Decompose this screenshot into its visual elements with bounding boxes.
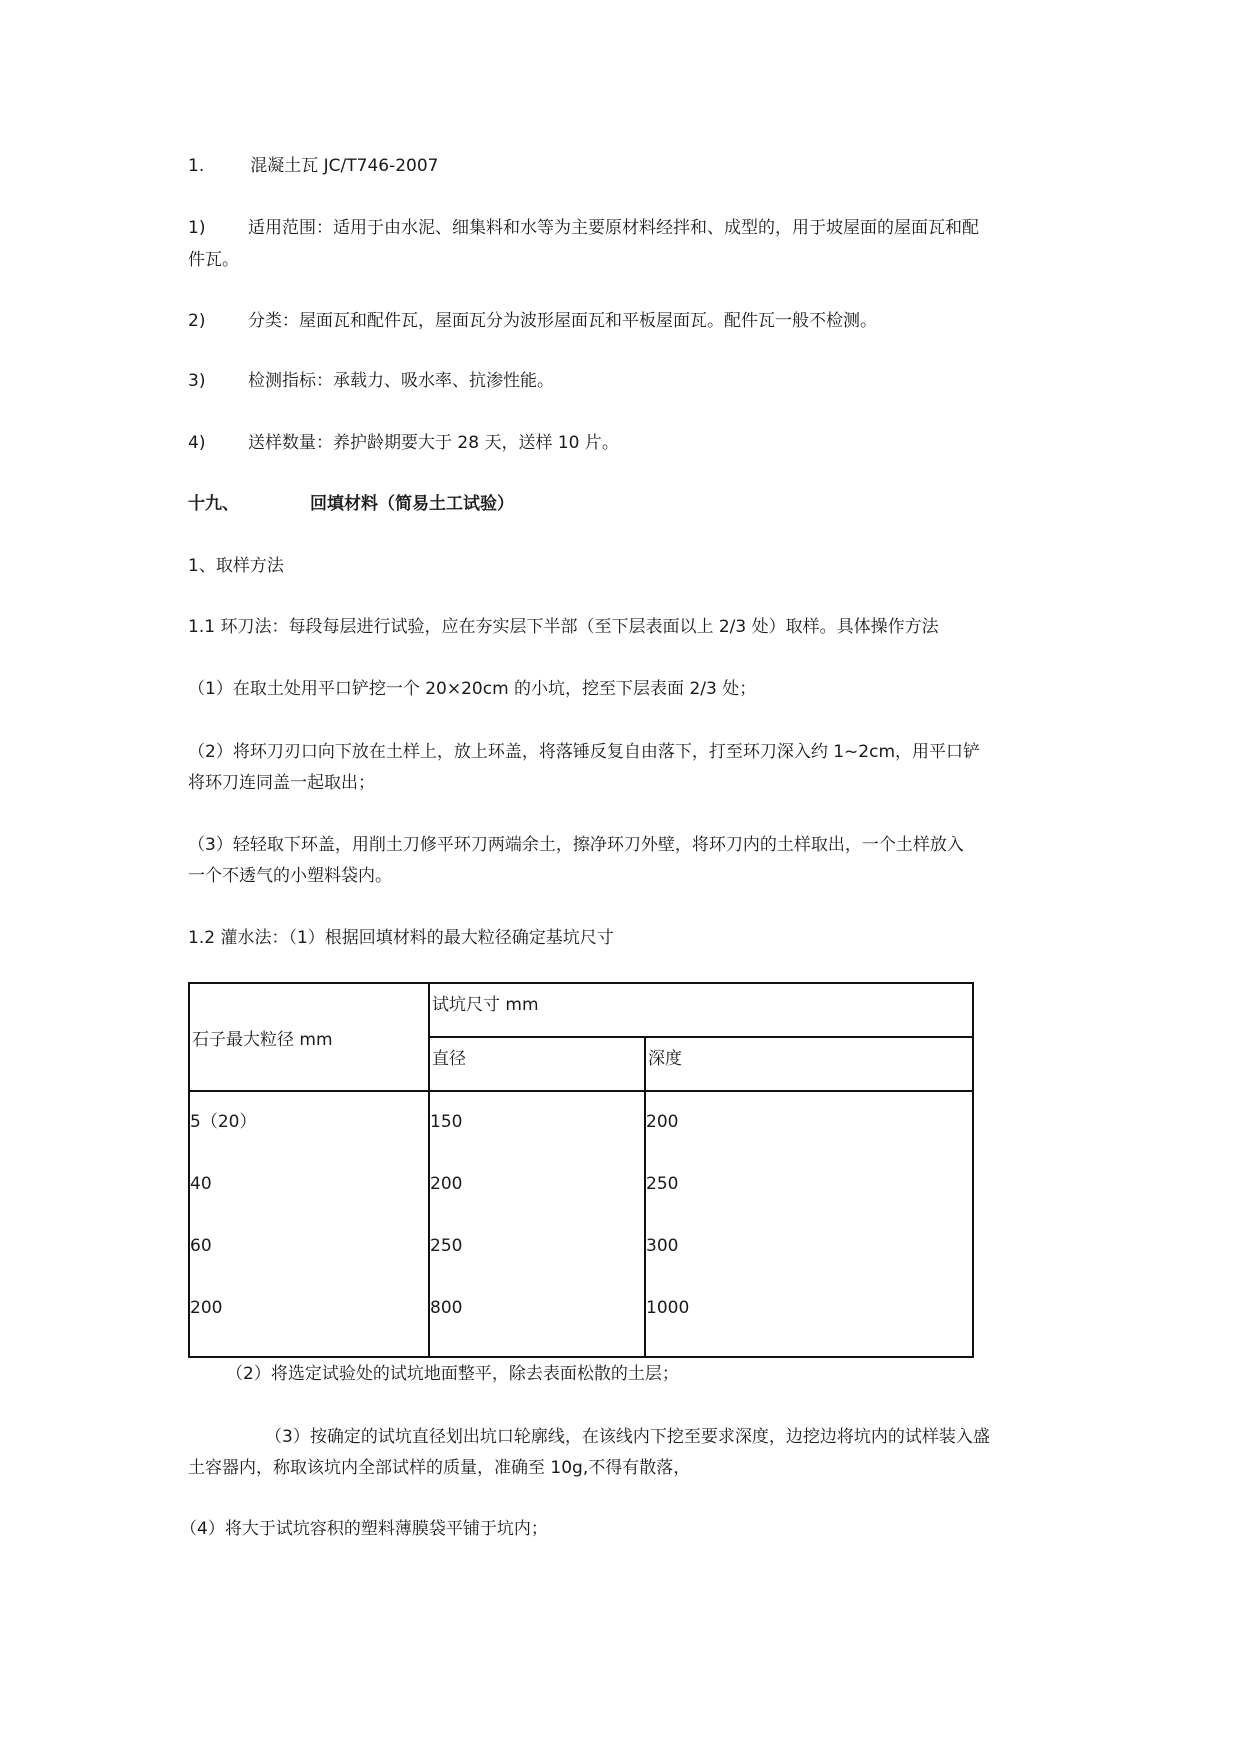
heading-text: 混凝土瓦 JC/T746-2007 <box>250 156 439 176</box>
list-number: 4) <box>188 433 206 453</box>
list-item <box>188 216 979 240</box>
paragraph: （2）将选定试验处的试坑地面整平，除去表面松散的土层； <box>226 1364 679 1384</box>
list-number: 2) <box>188 311 206 331</box>
table-row-value: 150 <box>430 1112 463 1132</box>
paragraph: （3）轻轻取下环盖，用削土刀修平环刀两端余土，擦净环刀外壁，将环刀内的土样取出，一个土样放入 <box>188 835 964 855</box>
paragraph: （3）按确定的试坑直径划出坑口轮廓线，在该线内下挖至要求深度，边挖边将坑内的试样装入盛 <box>265 1427 990 1447</box>
section-title: 回填材料（简易土工试验） <box>310 494 514 514</box>
list-number: 3) <box>188 371 206 391</box>
heading-concrete-tile <box>188 154 438 178</box>
list-text: 适用范围：适用于由水泥、细集料和水等为主要原材料经拌和、成型的，用于坡屋面的屋面瓦和配 <box>248 218 979 238</box>
heading-number: 1. <box>188 156 205 176</box>
table-header-cell: 石子最大粒径 mm <box>189 983 429 1091</box>
table-row-value: 250 <box>430 1236 463 1256</box>
list-number: 1) <box>188 218 206 238</box>
table-cell <box>189 1091 429 1357</box>
table-row-value: 800 <box>430 1298 463 1318</box>
paragraph: 1.1 环刀法：每段每层进行试验，应在夯实层下半部（至下层表面以上 2/3 处）取样。具体操作方法 <box>188 617 939 637</box>
table-row-value: 250 <box>646 1174 679 1194</box>
table-row-value: 200 <box>190 1298 223 1318</box>
list-text: 送样数量：养护龄期要大于 28 天，送样 10 片。 <box>248 433 619 453</box>
paragraph: （4）将大于试坑容积的塑料薄膜袋平铺于坑内； <box>180 1519 548 1539</box>
paragraph-continuation: 土容器内，称取该坑内全部试样的质量，准确至 10g,不得有散落， <box>188 1458 691 1478</box>
section-number: 十九、 <box>188 494 239 514</box>
table-header-cell: 深度 <box>645 1037 973 1091</box>
table-body <box>189 1091 973 1357</box>
paragraph: （2）将环刀刃口向下放在土样上，放上环盖，将落锤反复自由落下，打至环刀深入约 1~2cm，用平口铲 <box>188 742 981 762</box>
paragraph-continuation: 将环刀连同盖一起取出； <box>188 773 375 793</box>
table-row-value: 300 <box>646 1236 679 1256</box>
list-item-continuation <box>188 248 239 272</box>
list-item <box>188 309 877 333</box>
table-header-cell: 直径 <box>429 1037 645 1091</box>
pit-size-table <box>188 982 974 1358</box>
list-text: 分类：屋面瓦和配件瓦，屋面瓦分为波形屋面瓦和平板屋面瓦。配件瓦一般不检测。 <box>248 311 877 331</box>
paragraph-continuation: 一个不透气的小塑料袋内。 <box>188 866 392 886</box>
table-header-cell: 试坑尺寸 mm <box>429 983 973 1037</box>
table-cell <box>645 1091 973 1357</box>
list-item <box>188 369 554 393</box>
table-row-value: 1000 <box>646 1298 690 1318</box>
subheading: 1、取样方法 <box>188 556 284 576</box>
table-cell <box>429 1091 645 1357</box>
table-row-value: 60 <box>190 1236 212 1256</box>
table-row-value: 5（20） <box>190 1112 257 1132</box>
table-row-value: 200 <box>646 1112 679 1132</box>
table-header-row <box>189 983 973 1037</box>
list-text: 检测指标：承载力、吸水率、抗渗性能。 <box>248 371 554 391</box>
list-item <box>188 431 619 455</box>
list-text: 件瓦。 <box>188 250 239 270</box>
table-row-value: 200 <box>430 1174 463 1194</box>
paragraph: （1）在取土处用平口铲挖一个 20×20cm 的小坑，挖至下层表面 2/3 处； <box>188 679 757 699</box>
section-heading <box>188 492 514 516</box>
table-row-value: 40 <box>190 1174 212 1194</box>
paragraph: 1.2 灌水法：（1）根据回填材料的最大粒径确定基坑尺寸 <box>188 928 614 948</box>
